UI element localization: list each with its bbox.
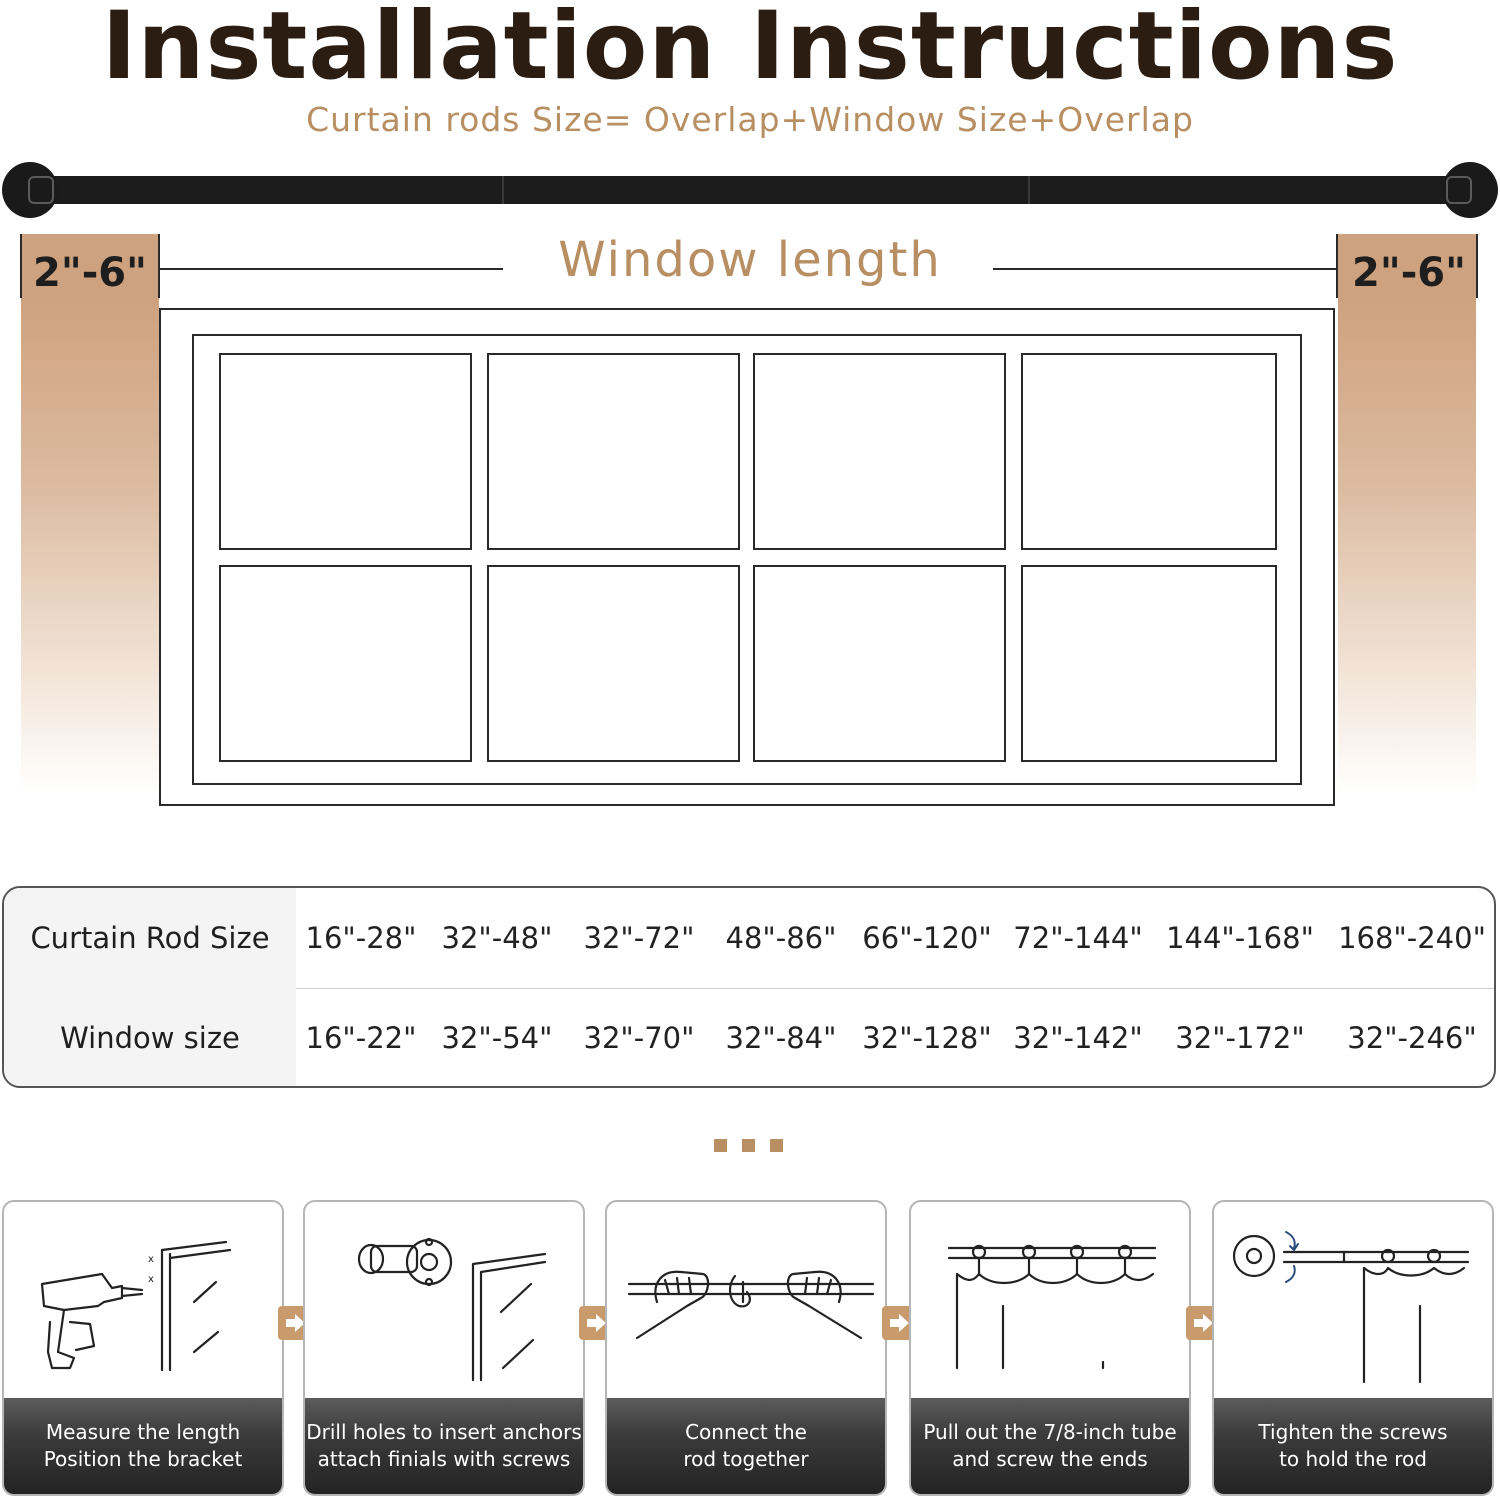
step-caption-line: rod together [683,1447,809,1471]
window-pane [219,565,472,762]
table-cell: 32"-142" [1013,1021,1143,1055]
table-cell: 144"-168" [1166,921,1314,955]
overlap-label-left: 2"-6" [33,250,147,296]
size-table [2,886,1496,1088]
table-cell: 32"-128" [862,1021,992,1055]
table-cell: 32"-172" [1175,1021,1305,1055]
step-caption [911,1398,1189,1494]
step-caption [305,1398,583,1494]
row-header: Curtain Rod Size [4,888,296,988]
curtain-rings-icon [911,1202,1191,1402]
step-caption-line: attach finials with screws [317,1447,571,1471]
svg-text:x: x [148,1254,154,1265]
page-title: Installation Instructions [101,0,1399,101]
table-cell: 66"-120" [862,921,992,955]
drill-icon [4,1202,284,1402]
formula-subtitle: Curtain rods Size= Overlap+Window Size+Overlap [306,100,1194,139]
table-row [4,888,1494,989]
table-cell: 72"-144" [1013,921,1143,955]
hands-rod-icon [607,1202,887,1402]
step-caption-line: Position the bracket [43,1447,243,1471]
ellipsis-dot [770,1139,783,1152]
table-cell: 32"-54" [441,1021,553,1055]
table-row [4,988,1494,1088]
table-cell: 32"-70" [583,1021,695,1055]
step-caption [607,1398,885,1494]
step-caption-line: to hold the rod [1279,1447,1427,1471]
window-pane [753,565,1006,762]
ellipsis-dot [714,1139,727,1152]
overlap-label-right: 2"-6" [1352,250,1466,296]
band-edge [1336,234,1338,298]
step-caption-line: Measure the length [45,1420,241,1444]
overlap-band-left [21,234,159,794]
row-header: Window size [4,988,296,1088]
table-cell: 168"-240" [1338,921,1486,955]
step-caption-line: Tighten the screws [1258,1420,1448,1444]
table-cell: 32"-72" [583,921,695,955]
screw-tighten-icon [1214,1202,1494,1402]
table-cell: 32"-246" [1347,1021,1477,1055]
dimension-line-left [160,268,503,270]
svg-text:x: x [148,1274,154,1285]
window-pane [487,353,740,550]
ellipsis-dot [742,1139,755,1152]
step-caption-line: Pull out the 7/8-inch tube [923,1420,1177,1444]
step-card-1 [2,1200,284,1496]
window-length-label: Window length [558,232,942,288]
step-card-5 [1212,1200,1494,1496]
window-pane [487,565,740,762]
step-card-3 [605,1200,887,1496]
overlap-band-right [1338,234,1476,794]
table-cell: 48"-86" [725,921,837,955]
curtain-rod [30,176,1470,204]
window-pane [1021,353,1277,550]
table-cell: 32"-84" [725,1021,837,1055]
rod-joint [1028,176,1030,204]
dimension-line-right [993,268,1336,270]
step-caption-line: Connect the [685,1420,807,1444]
window-pane [1021,565,1277,762]
finial-cap-left [28,176,54,204]
rod-joint [502,176,504,204]
step-caption-line: Drill holes to insert anchors [306,1420,582,1444]
window-pane [753,353,1006,550]
step-caption [1214,1398,1492,1494]
step-caption [4,1398,282,1494]
table-cell: 16"-28" [305,921,417,955]
finial-cap-right [1446,176,1472,204]
step-card-4 [909,1200,1191,1496]
window-pane [219,353,472,550]
bracket-icon [305,1202,585,1402]
table-cell: 32"-48" [441,921,553,955]
step-card-2 [303,1200,585,1496]
step-caption-line: and screw the ends [952,1447,1148,1471]
table-cell: 16"-22" [305,1021,417,1055]
